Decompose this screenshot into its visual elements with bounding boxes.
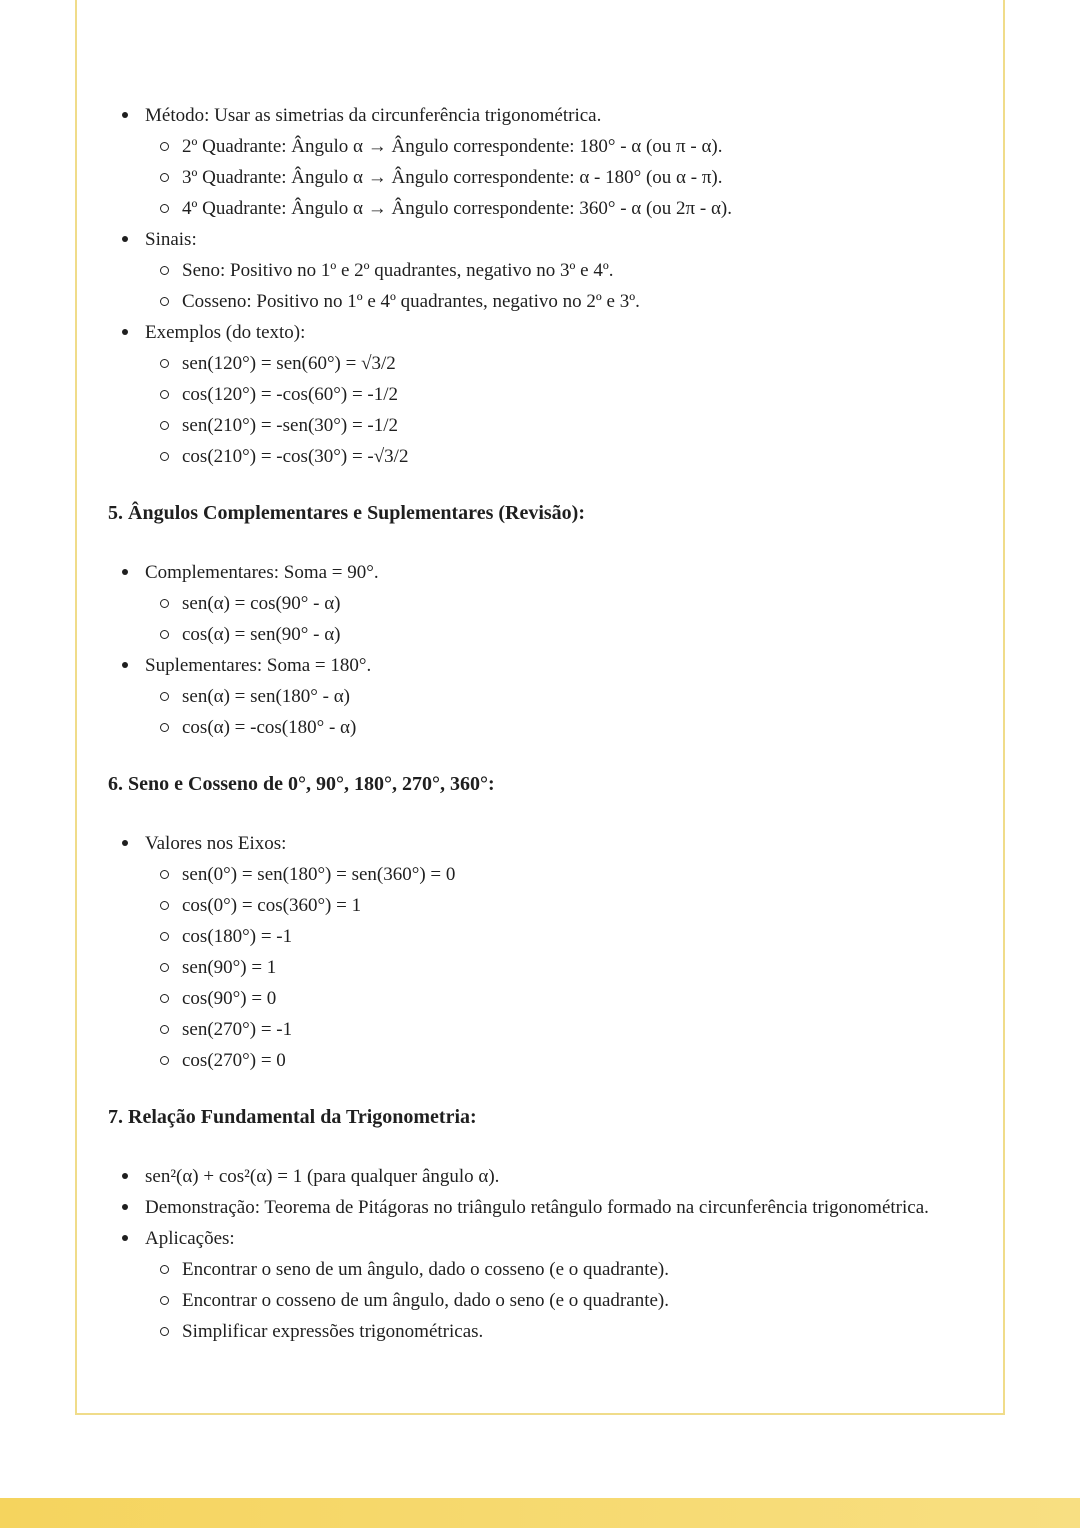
list-item-text: Simplificar expressões trigonométricas. xyxy=(182,1321,484,1342)
list-item xyxy=(108,224,969,255)
list-item xyxy=(108,828,969,859)
list-item-text: cos(180°) = -1 xyxy=(182,926,293,947)
list-item-text: Sinais: xyxy=(145,229,197,250)
sub-list-item xyxy=(108,1254,969,1285)
bullet-circle-icon xyxy=(160,630,169,639)
bullet-circle-icon xyxy=(160,870,169,879)
sub-list-item xyxy=(108,131,969,162)
bullet-disc-icon xyxy=(122,329,128,335)
list-item-text: Valores nos Eixos: xyxy=(145,833,287,854)
list-item-text: cos(α) = -cos(180° - α) xyxy=(182,717,357,738)
bullet-disc-icon xyxy=(122,1173,128,1179)
bullet-circle-icon xyxy=(160,173,169,182)
list-item-text: Encontrar o cosseno de um ângulo, dado o seno (e o quadrante). xyxy=(182,1290,669,1311)
bullet-disc-icon xyxy=(122,569,128,575)
bullet-circle-icon xyxy=(160,452,169,461)
bullet-circle-icon xyxy=(160,723,169,732)
bullet-circle-icon xyxy=(160,1056,169,1065)
bullet-disc-icon xyxy=(122,112,128,118)
bullet-list xyxy=(108,1161,969,1347)
bullet-circle-icon xyxy=(160,1296,169,1305)
bullet-disc-icon xyxy=(122,662,128,668)
bullet-disc-icon xyxy=(122,1204,128,1210)
sub-list-item xyxy=(108,983,969,1014)
list-item xyxy=(108,650,969,681)
bullet-circle-icon xyxy=(160,932,169,941)
bullet-circle-icon xyxy=(160,390,169,399)
sub-list-item xyxy=(108,619,969,650)
sub-list-item xyxy=(108,681,969,712)
bullet-circle-icon xyxy=(160,994,169,1003)
list-item-text: sen(90°) = 1 xyxy=(182,957,277,978)
list-item-text: cos(120°) = -cos(60°) = -1/2 xyxy=(182,384,399,405)
sub-list-item xyxy=(108,952,969,983)
list-item-text: 3º Quadrante: Ângulo α → Ângulo correspondente: α - 180° (ou α - π). xyxy=(182,167,723,188)
bullet-circle-icon xyxy=(160,142,169,151)
sub-list-item xyxy=(108,162,969,193)
bullet-list xyxy=(108,557,969,743)
bullet-circle-icon xyxy=(160,297,169,306)
bullet-circle-icon xyxy=(160,421,169,430)
bullet-circle-icon xyxy=(160,599,169,608)
sub-list-item xyxy=(108,1285,969,1316)
list-item-text: 4º Quadrante: Ângulo α → Ângulo correspondente: 360° - α (ou 2π - α). xyxy=(182,198,732,219)
bullet-list xyxy=(108,100,969,472)
list-item-text: Cosseno: Positivo no 1º e 4º quadrantes, negativo no 2º e 3º. xyxy=(182,291,640,312)
list-item-text: Encontrar o seno de um ângulo, dado o cosseno (e o quadrante). xyxy=(182,1259,669,1280)
list-item-text: sen(0°) = sen(180°) = sen(360°) = 0 xyxy=(182,864,456,885)
section-heading: 6. Seno e Cosseno de 0°, 90°, 180°, 270°, 360°: xyxy=(108,773,495,795)
list-item-text: Exemplos (do texto): xyxy=(145,322,306,343)
list-item-text: sen(120°) = sen(60°) = √3/2 xyxy=(182,353,396,374)
bullet-circle-icon xyxy=(160,692,169,701)
sub-list-item xyxy=(108,410,969,441)
list-item-text: Método: Usar as simetrias da circunferência trigonométrica. xyxy=(145,105,602,126)
list-item-text: sen(210°) = -sen(30°) = -1/2 xyxy=(182,415,399,436)
section-heading: 7. Relação Fundamental da Trigonometria: xyxy=(108,1106,477,1128)
list-item xyxy=(108,317,969,348)
sub-list-item xyxy=(108,379,969,410)
sub-list-item xyxy=(108,1316,969,1347)
bullet-circle-icon xyxy=(160,204,169,213)
bullet-circle-icon xyxy=(160,1265,169,1274)
list-item-text: Complementares: Soma = 90°. xyxy=(145,562,379,583)
list-item xyxy=(108,100,969,131)
bullet-circle-icon xyxy=(160,359,169,368)
list-item-text: sen(α) = cos(90° - α) xyxy=(182,593,341,614)
list-item xyxy=(108,1161,969,1192)
bullet-circle-icon xyxy=(160,266,169,275)
sub-list-item xyxy=(108,441,969,472)
sub-list-item xyxy=(108,712,969,743)
footer-accent-bar xyxy=(0,1498,1080,1528)
list-item-text: sen(α) = sen(180° - α) xyxy=(182,686,351,707)
list-item-text: cos(α) = sen(90° - α) xyxy=(182,624,341,645)
bullet-disc-icon xyxy=(122,840,128,846)
sub-list-item xyxy=(108,588,969,619)
bullet-circle-icon xyxy=(160,1025,169,1034)
document-body xyxy=(77,0,1003,1347)
list-item-text: sen(270°) = -1 xyxy=(182,1019,293,1040)
list-item-text: sen²(α) + cos²(α) = 1 (para qualquer ângulo α). xyxy=(145,1166,500,1187)
bullet-circle-icon xyxy=(160,1327,169,1336)
sub-list-item xyxy=(108,1014,969,1045)
list-item-text: Demonstração: Teorema de Pitágoras no triângulo retângulo formado na circunferência trigonométrica. xyxy=(145,1197,929,1218)
page-frame xyxy=(75,0,1005,1415)
list-item-text: Aplicações: xyxy=(145,1228,235,1249)
sub-list-item xyxy=(108,1045,969,1076)
list-item xyxy=(108,1223,969,1254)
bullet-disc-icon xyxy=(122,236,128,242)
sub-list-item xyxy=(108,348,969,379)
sub-list-item xyxy=(108,255,969,286)
sub-list-item xyxy=(108,286,969,317)
sub-list-item xyxy=(108,890,969,921)
bullet-circle-icon xyxy=(160,963,169,972)
sub-list-item xyxy=(108,859,969,890)
list-item-text: 2º Quadrante: Ângulo α → Ângulo correspondente: 180° - α (ou π - α). xyxy=(182,136,723,157)
list-item-text: cos(210°) = -cos(30°) = -√3/2 xyxy=(182,446,409,467)
bullet-disc-icon xyxy=(122,1235,128,1241)
section-heading: 5. Ângulos Complementares e Suplementares (Revisão): xyxy=(108,502,586,524)
bullet-list xyxy=(108,828,969,1076)
list-item-text: cos(0°) = cos(360°) = 1 xyxy=(182,895,362,916)
list-item-text: cos(270°) = 0 xyxy=(182,1050,286,1071)
sub-list-item xyxy=(108,921,969,952)
sub-list-item xyxy=(108,193,969,224)
list-item-text: Suplementares: Soma = 180°. xyxy=(145,655,372,676)
list-item xyxy=(108,557,969,588)
list-item-text: Seno: Positivo no 1º e 2º quadrantes, negativo no 3º e 4º. xyxy=(182,260,614,281)
list-item-text: cos(90°) = 0 xyxy=(182,988,277,1009)
list-item xyxy=(108,1192,969,1223)
bullet-circle-icon xyxy=(160,901,169,910)
